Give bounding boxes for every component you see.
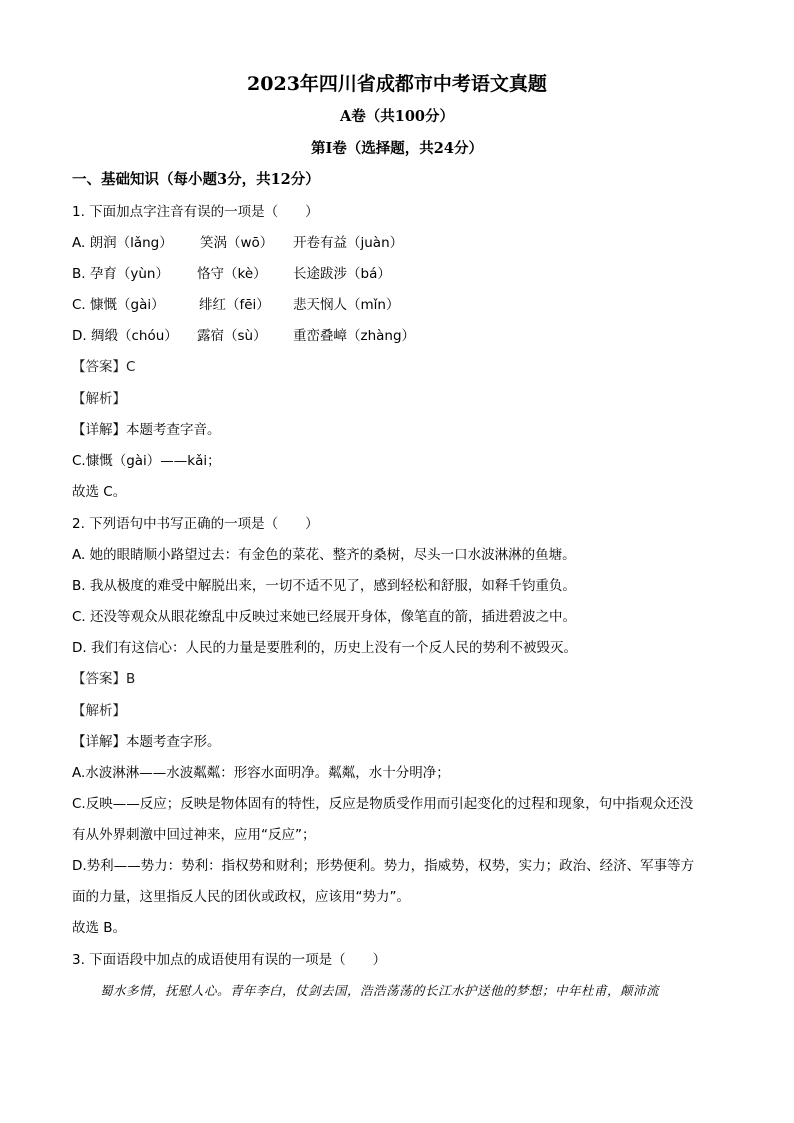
q1-stem: 1. 下面加点字注音有误的一项是（ ） xyxy=(72,204,319,220)
q1-option-d xyxy=(72,327,415,345)
q1-d-1: D. 绸缎（chóu） xyxy=(72,328,178,344)
paper-part-a: A卷（共100分） xyxy=(339,108,455,125)
q1-option-b xyxy=(72,265,391,283)
document-title: 2023年四川省成都市中考语文真题 xyxy=(247,73,547,95)
q2-explanation-c-cont: 有从外界刺激中回过神来，应用“反应”； xyxy=(72,827,316,843)
q2-explanation-d-cont: 面的力量，这里指反人民的团伙或政权，应该用“势力”。 xyxy=(72,889,410,905)
q1-option-a xyxy=(72,234,403,252)
q1-c-3: 悲天悯人（mǐn） xyxy=(293,297,400,313)
q2-option-a: A. 她的眼睛顺小路望过去：有金色的菜花、整齐的桑树，尽头一口水波淋淋的鱼塘。 xyxy=(72,547,576,563)
q1-c-2: 绯红（fēi） xyxy=(199,297,270,313)
q1-explanation-c: C.慷慨（gài）——kǎi； xyxy=(72,453,221,469)
q2-explanation-c: C.反映——反应；反映是物体固有的特性，反应是物质受作用而引起变化的过程和现象，句中指观众还没 xyxy=(72,796,694,812)
q2-stem: 2. 下列语句中书写正确的一项是（ ） xyxy=(72,516,319,532)
q1-answer: 【答案】C xyxy=(72,359,136,375)
q1-b-1: B. 孕育（yùn） xyxy=(72,266,169,282)
q1-detail: 【详解】本题考查字音。 xyxy=(72,422,221,438)
q2-conclusion: 故选 B。 xyxy=(72,920,127,936)
q2-analysis-label: 【解析】 xyxy=(72,703,126,719)
q1-d-2: 露宿（sù） xyxy=(197,328,267,344)
q1-d-3: 重峦叠嶂（zhàng） xyxy=(293,328,416,344)
q1-option-c xyxy=(72,296,399,314)
q2-detail: 【详解】本题考查字形。 xyxy=(72,734,221,750)
q2-answer: 【答案】B xyxy=(72,671,136,687)
q1-a-2: 笑涡（wō） xyxy=(200,235,274,251)
q2-explanation-a: A.水波淋淋——水波粼粼：形容水面明净。粼粼，水十分明净； xyxy=(72,765,450,781)
q2-option-d: D. 我们有这信心：人民的力量是要胜利的，历史上没有一个反人民的势利不被毁灭。 xyxy=(72,640,577,656)
q1-c-1: C. 慷慨（gài） xyxy=(72,297,165,313)
section-heading-basic-knowledge: 一、基础知识（每小题3分，共12分） xyxy=(72,171,320,188)
q1-b-3: 长途跋涉（bá） xyxy=(293,266,391,282)
q1-analysis-label: 【解析】 xyxy=(72,391,126,407)
q2-option-b: B. 我从极度的难受中解脱出来，一切不适不见了，感到轻松和舒服，如释千钧重负。 xyxy=(72,578,576,594)
q1-conclusion: 故选 C。 xyxy=(72,484,127,500)
q1-b-2: 恪守（kè） xyxy=(197,266,267,282)
paper-section-1: 第Ⅰ卷（选择题，共24分） xyxy=(311,140,483,157)
q3-stem: 3. 下面语段中加点的成语使用有误的一项是（ ） xyxy=(72,952,387,968)
q2-explanation-d: D.势利——势力：势利：指权势和财利；形势便利。势力，指威势，权势，实力；政治、经济、军事等方 xyxy=(72,858,695,874)
q1-a-3: 开卷有益（juàn） xyxy=(293,235,404,251)
q1-a-1: A. 朗润（lǎng） xyxy=(72,235,173,251)
q2-option-c: C. 还没等观众从眼花缭乱中反映过来她已经展开身体，像笔直的箭，插进碧波之中。 xyxy=(72,609,577,625)
q3-passage: 蜀水多情，抚慰人心。青年李白，仗剑去国，浩浩荡荡的长江水护送他的梦想；中年杜甫，颠沛流 xyxy=(100,983,660,998)
